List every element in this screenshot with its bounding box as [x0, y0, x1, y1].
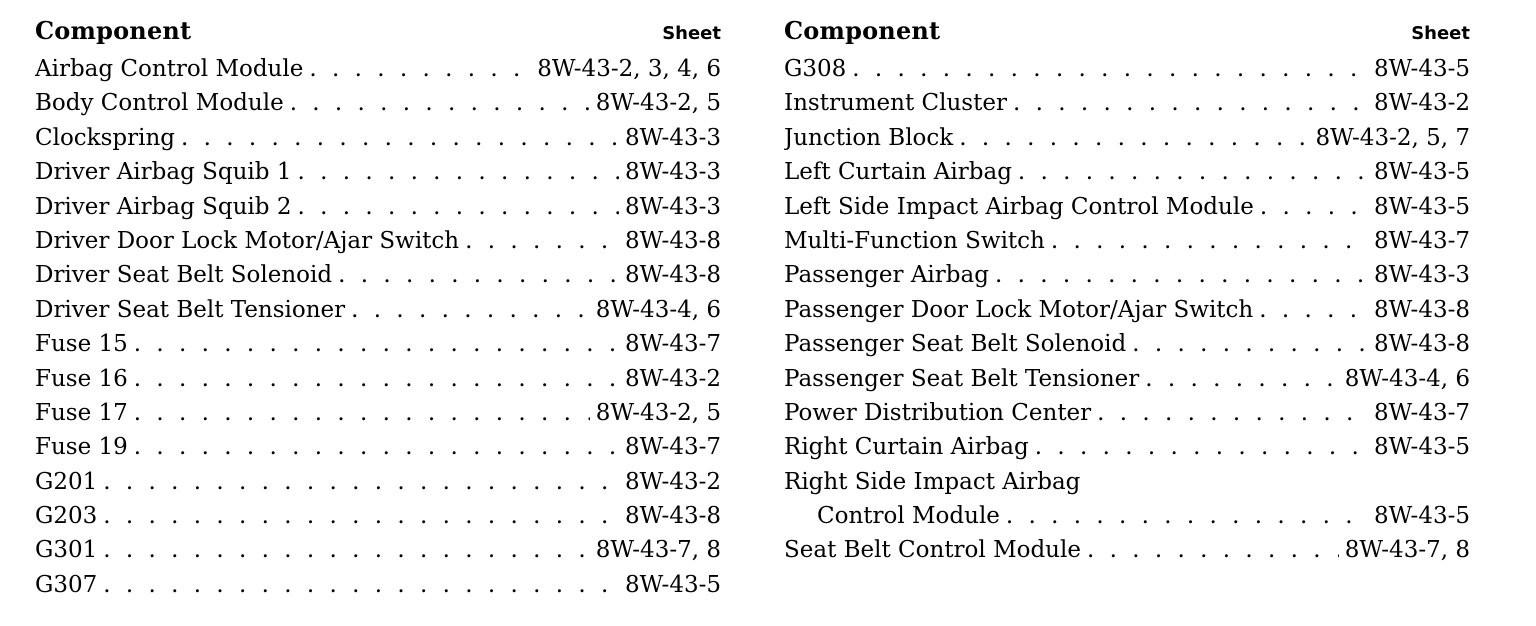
dot-leader [1259, 297, 1368, 323]
list-item [35, 297, 721, 331]
component-name: Body Control Module [35, 90, 284, 117]
component-name: Driver Door Lock Motor/Ajar Switch [35, 227, 460, 254]
component-name: Power Distribution Center [784, 399, 1092, 426]
list-item [35, 537, 721, 571]
sheet-reference: 8W-43-7 [1373, 227, 1470, 254]
component-header: Component [35, 16, 192, 45]
sheet-reference: 8W-43-2 [624, 365, 721, 392]
list-item [784, 194, 1470, 228]
component-name: G307 [35, 571, 98, 598]
sheet-reference: 8W-43-7 [624, 434, 721, 461]
list-item [784, 159, 1470, 193]
component-name: Multi-Function Switch [784, 227, 1045, 254]
list-item [784, 366, 1470, 400]
dot-leader [1087, 537, 1339, 563]
dot-leader [134, 366, 619, 392]
component-name: Driver Airbag Squib 2 [35, 193, 292, 220]
sheet-reference: 8W-43-8 [624, 227, 721, 254]
dot-leader [1097, 400, 1368, 426]
sheet-reference: 8W-43-2, 3, 4, 6 [537, 56, 721, 82]
component-name: Clockspring [35, 124, 176, 151]
right-column-header [784, 16, 1470, 56]
sheet-reference: 8W-43-5 [1373, 56, 1470, 82]
sheet-reference: 8W-43-8 [624, 262, 721, 289]
component-name: Fuse 17 [35, 399, 128, 426]
list-item [784, 228, 1470, 262]
sheet-reference: 8W-43-2 [1373, 90, 1470, 117]
dot-leader [297, 159, 619, 185]
dot-leader [1006, 503, 1368, 529]
sheet-reference: 8W-43-5 [1373, 159, 1470, 186]
component-name: Right Curtain Airbag [784, 434, 1029, 461]
sheet-reference: 8W-43-7 [624, 331, 721, 358]
component-name: Fuse 16 [35, 365, 128, 392]
dot-leader [134, 331, 619, 357]
component-name: Instrument Cluster [784, 90, 1007, 117]
list-item [35, 56, 721, 90]
list-item [35, 159, 721, 193]
sheet-reference: 8W-43-8 [1373, 296, 1470, 323]
list-item [784, 125, 1470, 159]
component-name: Fuse 15 [35, 331, 128, 358]
dot-leader [959, 125, 1309, 151]
left-column-header [35, 16, 721, 56]
sheet-reference: 8W-43-8 [1373, 331, 1470, 358]
sheet-reference: 8W-43-4, 6 [1344, 365, 1470, 392]
sheet-reference: 8W-43-7 [1373, 399, 1470, 426]
sheet-reference: 8W-43-8 [624, 503, 721, 530]
component-name: Airbag Control Module [35, 56, 304, 82]
dot-leader [1145, 366, 1338, 392]
dot-leader [995, 262, 1368, 288]
sheet-reference: 8W-43-2, 5 [595, 90, 721, 117]
component-name: Driver Seat Belt Solenoid [35, 262, 333, 289]
dot-leader [134, 400, 590, 426]
component-name: Seat Belt Control Module [784, 537, 1081, 564]
list-item [784, 469, 1470, 503]
left-column [35, 16, 721, 606]
component-name: Driver Seat Belt Tensioner [35, 296, 346, 323]
dot-leader [103, 503, 619, 529]
dot-leader [1035, 434, 1368, 460]
dot-leader [290, 90, 590, 116]
dot-leader [103, 572, 619, 598]
dot-leader [103, 469, 619, 495]
list-item [35, 469, 721, 503]
sheet-reference: 8W-43-7, 8 [1344, 537, 1470, 564]
list-item [35, 331, 721, 365]
list-item [35, 194, 721, 228]
list-item [784, 90, 1470, 124]
list-item [35, 125, 721, 159]
sheet-reference: 8W-43-2 [624, 468, 721, 495]
dot-leader [465, 228, 619, 254]
component-name: Right Side Impact Airbag [784, 468, 1081, 495]
list-item [35, 90, 721, 124]
sheet-header: Sheet [662, 23, 721, 44]
component-name: Fuse 19 [35, 434, 128, 461]
list-item [784, 331, 1470, 365]
sheet-reference: 8W-43-4, 6 [595, 296, 721, 323]
list-item [784, 56, 1470, 90]
dot-leader [297, 194, 619, 220]
component-name: Passenger Seat Belt Tensioner [784, 365, 1140, 392]
sheet-header: Sheet [1411, 23, 1470, 44]
dot-leader [181, 125, 619, 151]
list-item [35, 400, 721, 434]
list-item [35, 572, 721, 606]
component-header: Component [784, 16, 941, 45]
right-component-list [784, 56, 1470, 572]
component-name: Passenger Airbag [784, 262, 989, 289]
sheet-reference: 8W-43-3 [624, 124, 721, 151]
component-name: Left Curtain Airbag [784, 159, 1012, 186]
sheet-reference: 8W-43-5 [1373, 193, 1470, 220]
component-name: Control Module [817, 503, 1000, 530]
list-item [784, 297, 1470, 331]
list-item [784, 262, 1470, 296]
list-item [35, 434, 721, 468]
component-name: G201 [35, 468, 98, 495]
sheet-reference: 8W-43-2, 5 [595, 399, 721, 426]
dot-leader [1260, 194, 1368, 220]
list-item [784, 503, 1470, 537]
dot-leader [852, 56, 1368, 82]
sheet-reference: 8W-43-3 [624, 159, 721, 186]
dot-leader [1018, 159, 1368, 185]
dot-leader [351, 297, 590, 323]
list-item [35, 228, 721, 262]
dot-leader [1132, 331, 1368, 357]
left-component-list [35, 56, 721, 606]
component-name: Passenger Door Lock Motor/Ajar Switch [784, 296, 1254, 323]
dot-leader [134, 434, 619, 460]
component-name: Passenger Seat Belt Solenoid [784, 331, 1127, 358]
list-item [35, 503, 721, 537]
sheet-reference: 8W-43-5 [1373, 503, 1470, 530]
component-name: G301 [35, 537, 98, 564]
dot-leader [103, 537, 589, 563]
component-name: G308 [784, 56, 847, 82]
sheet-reference: 8W-43-3 [1373, 262, 1470, 289]
dot-leader [1013, 90, 1368, 116]
right-column [784, 16, 1470, 572]
sheet-reference: 8W-43-5 [1373, 434, 1470, 461]
dot-leader [338, 262, 619, 288]
sheet-reference: 8W-43-3 [624, 193, 721, 220]
sheet-reference: 8W-43-5 [624, 571, 721, 598]
component-name: Junction Block [784, 124, 954, 151]
list-item [35, 366, 721, 400]
component-name: Left Side Impact Airbag Control Module [784, 193, 1254, 220]
list-item [35, 262, 721, 296]
dot-leader [1051, 228, 1368, 254]
component-name: G203 [35, 503, 98, 530]
list-item [784, 400, 1470, 434]
list-item [784, 434, 1470, 468]
dot-leader [309, 56, 531, 82]
list-item [784, 537, 1470, 571]
sheet-reference: 8W-43-2, 5, 7 [1315, 124, 1470, 151]
sheet-reference: 8W-43-7, 8 [595, 537, 721, 564]
component-name: Driver Airbag Squib 1 [35, 159, 292, 186]
